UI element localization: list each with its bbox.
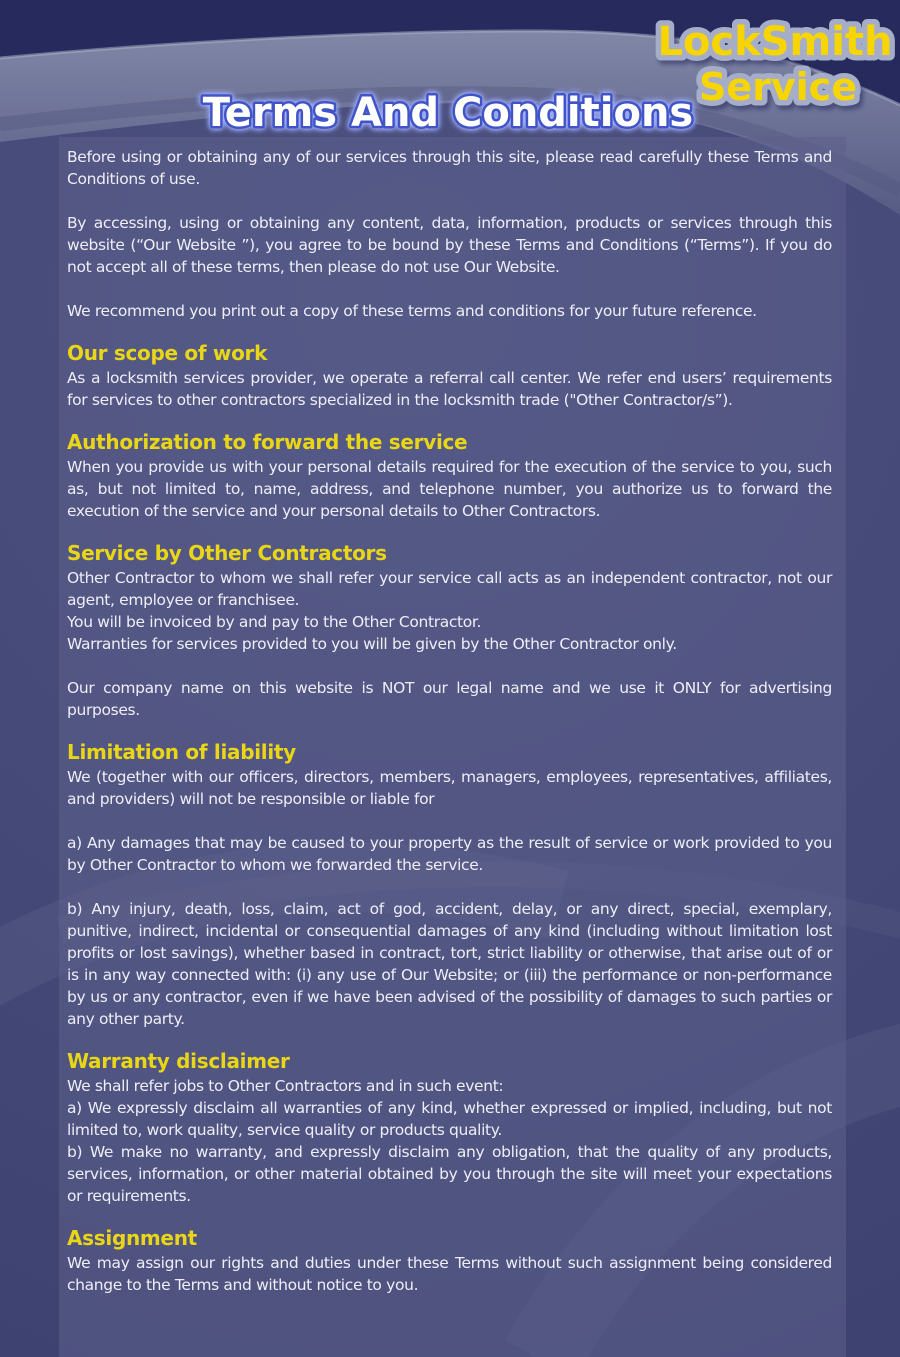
section-body (67, 146, 832, 322)
terms-section (67, 146, 832, 322)
section-body (67, 367, 832, 411)
terms-section (67, 1226, 832, 1296)
section-heading: Our scope of work (67, 341, 268, 365)
paragraph: As a locksmith services provider, we operate a referral call center. We refer end users’ requirements for services to other contractors specialized in the locksmith trade ("Other Contractor/s”). (67, 369, 832, 409)
paragraph: We (together with our officers, directors, members, managers, employees, representatives, affiliates, and providers) will not be responsible or liable for (67, 768, 832, 808)
section-body (67, 1075, 832, 1207)
section-heading: Warranty disclaimer (67, 1049, 290, 1073)
section-body (67, 567, 832, 721)
section-heading: Service by Other Contractors (67, 541, 387, 565)
paragraph: We shall refer jobs to Other Contractors and in such event: a) We expressly disclaim all warranties of any kind, whether expressed or implied, including, but not limited to, work quality, service quality or products quality. b) We make no warranty, and expressly disclaim any obligation, that the quality of any products, services, information, or other material obtained by you through the site will meet your expectations or requirements. (67, 1077, 832, 1205)
paragraph: Other Contractor to whom we shall refer your service call acts as an independent contractor, not our agent, employee or franchisee. You will be invoiced by and pay to the Other Contractor. Warranties for services provided to you will be given by the Other Contractor only. (67, 569, 832, 653)
logo-line1: LockSmith (657, 19, 893, 65)
terms-section (67, 341, 832, 411)
terms-section (67, 541, 832, 721)
paragraph: By accessing, using or obtaining any content, data, information, products or services through this website (“Our Website ”), you agree to be bound by these Terms and Conditions (“Terms”). If you do not accept all of these terms, then please do not use Our Website. (67, 214, 832, 276)
section-heading: Assignment (67, 1226, 197, 1250)
paragraph: We may assign our rights and duties under these Terms without such assignment being considered change to the Terms and without notice to you. (67, 1254, 832, 1294)
terms-content-panel (59, 137, 846, 1357)
paragraph: a) Any damages that may be caused to your property as the result of service or work provided to you by Other Contractor to whom we forwarded the service. (67, 834, 832, 874)
terms-section (67, 430, 832, 522)
terms-section (67, 740, 832, 1030)
paragraph: When you provide us with your personal details required for the execution of the service to you, such as, but not limited to, name, address, and telephone number, you authorize us to forward the execution of the service and your personal details to Other Contractors. (67, 458, 832, 520)
section-heading: Authorization to forward the service (67, 430, 468, 454)
paragraph: b) Any injury, death, loss, claim, act of god, accident, delay, or any direct, special, exemplary, punitive, indirect, incidental or consequential damages of any kind (including without limitation lost profits or lost savings), whether based in contract, tort, strict liability or otherwise, that arise out of or is in any way connected with: (i) any use of Our Website; or (iii) the performance or non-performance by us or any contractor, even if we have been advised of the possibility of damages to such parties or any other party. (67, 900, 832, 1028)
section-body (67, 1252, 832, 1296)
terms-section (67, 1049, 832, 1207)
section-heading: Limitation of liability (67, 740, 296, 764)
page-header (0, 0, 900, 140)
paragraph: Our company name on this website is NOT our legal name and we use it ONLY for advertising purposes. (67, 679, 832, 719)
page-title: Terms And Conditions (202, 90, 694, 136)
paragraph: We recommend you print out a copy of these terms and conditions for your future reference. (67, 302, 757, 320)
section-body (67, 456, 832, 522)
section-body (67, 766, 832, 1030)
logo-line2: Service (699, 65, 857, 109)
paragraph: Before using or obtaining any of our services through this site, please read carefully these Terms and Conditions of use. (67, 148, 832, 188)
sections (67, 146, 832, 1296)
